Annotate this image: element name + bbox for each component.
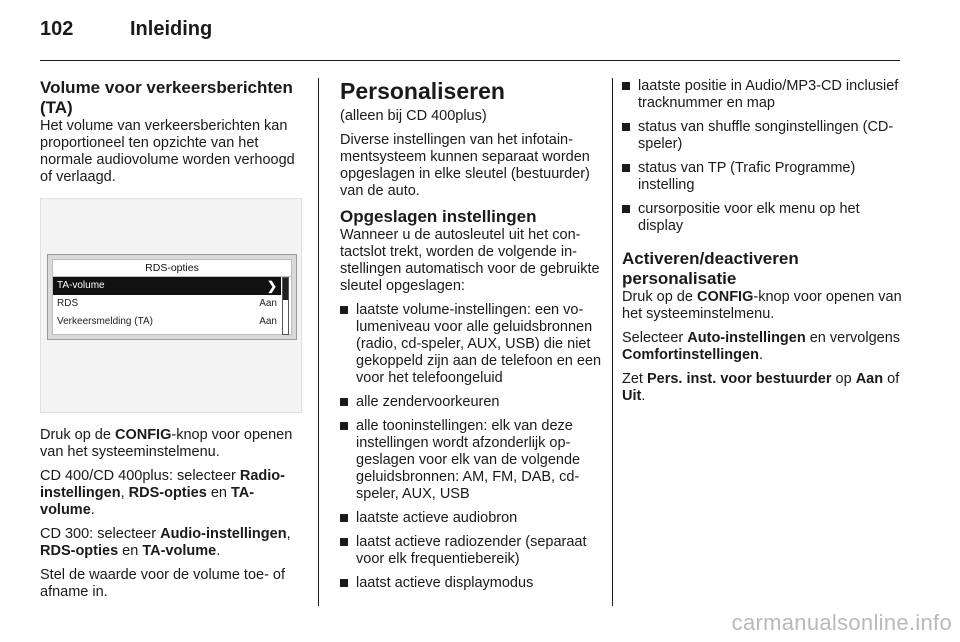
header-rule — [40, 60, 900, 61]
bullet-icon — [340, 514, 348, 522]
list-item: laatste positie in Audio/MP3-CD inclusief tracknummer en map — [622, 78, 902, 112]
bullet-icon — [622, 123, 630, 131]
bullet-icon — [340, 538, 348, 546]
display-menu-item-label: RDS — [57, 298, 79, 309]
bullet-icon — [340, 422, 348, 430]
list-item: laatste actieve audiobron — [340, 510, 604, 527]
list-item: laatst actieve displaymodus — [340, 575, 604, 592]
section-heading: Personaliseren — [340, 78, 505, 104]
list-item: laatste volume-instellingen: een volumeniveau voor alle geluidsbronnen (radio, cd-speler, AUX, USB) die niet gekoppeld zijn aan de telefoon en een voor het telefoongeluid — [340, 302, 604, 387]
bullet-icon — [340, 398, 348, 406]
column-left — [40, 78, 302, 608]
section-heading: Activeren/deactiveren personalisatie — [622, 249, 799, 288]
section-heading: Volume voor verkeersberichten (TA) — [40, 78, 293, 117]
display-menu-item-label: TA-volume — [57, 280, 105, 291]
column-divider — [612, 78, 613, 606]
paragraph: Zet Pers. inst. voor bestuurder op Aan of Uit. — [622, 371, 900, 404]
page-number: 102 — [40, 18, 74, 40]
bullet-icon — [622, 205, 630, 213]
page-header — [40, 18, 900, 60]
display-menu — [52, 259, 292, 335]
display-menu-item-rds — [53, 295, 291, 313]
paragraph: Druk op de CONFIG-knop voor openen van het systeeminstelmenu. — [40, 427, 293, 460]
subsection-heading: Opgeslagen instellingen — [340, 207, 537, 226]
paragraph: CD 400/CD 400plus: selecteer Radioinstellingen, RDS-opties en TAvolume. — [40, 468, 286, 518]
display-menu-title: RDS-opties — [53, 260, 291, 277]
column-right — [622, 78, 902, 412]
display-scrollbar — [282, 277, 289, 335]
paragraph: CD 300: selecteer Audio-instellingen, RDS-opties en TA-volume. — [40, 526, 291, 559]
chevron-right-icon: ❯ — [266, 279, 277, 293]
display-menu-item-ta-volume — [53, 277, 281, 295]
watermark: carmanualsonline.info — [731, 610, 952, 635]
column-middle — [340, 78, 604, 599]
column-divider — [318, 78, 319, 606]
paragraph: Selecteer Auto-instellingen en vervolgens Comfortinstellingen. — [622, 330, 901, 363]
page-section-title: Inleiding — [130, 18, 213, 40]
list-item: status van TP (Trafic Programme) instelling — [622, 160, 902, 194]
list-item: status van shuffle songinstellingen (CD-speler) — [622, 119, 902, 153]
bullet-list — [340, 302, 604, 592]
display-menu-item-label: Verkeersmelding (TA) — [57, 316, 153, 327]
display-screen — [47, 254, 297, 340]
list-item: laatst actieve radiozender (separaat voor elk frequentiebereik) — [340, 534, 604, 568]
paragraph: (alleen bij CD 400plus) — [340, 108, 487, 124]
list-item: alle zendervoorkeuren — [340, 394, 604, 411]
paragraph: Het volume van verkeersberichten kan proportioneel ten opzichte van het normale audiovolume worden verhoogd of verlaagd. — [40, 118, 295, 185]
display-menu-item-value: Aan — [259, 298, 277, 309]
bullet-icon — [622, 164, 630, 172]
display-menu-item-traffic — [53, 313, 291, 331]
paragraph: Stel de waarde voor de volume toe- of afname in. — [40, 567, 286, 600]
bullet-icon — [340, 579, 348, 587]
display-illustration — [40, 198, 302, 413]
paragraph: Diverse instellingen van het infotainmentsysteem kunnen separaat worden opgeslagen in elke sleutel (bestuurder) van de auto. — [340, 132, 590, 199]
bullet-icon — [340, 306, 348, 314]
paragraph: Wanneer u de autosleutel uit het contactslot trekt, worden de volgende instellingen automatisch voor de gebruikte sleutel opgeslagen: — [340, 227, 600, 294]
display-scroll-thumb — [283, 278, 288, 300]
display-menu-item-value: Aan — [259, 316, 277, 327]
list-item: alle tooninstellingen: elk van deze instellingen wordt afzonderlijk opgeslagen voor elk van de volgende geluidsbronnen: AM, FM, DAB, cd-speler, AUX, USB — [340, 418, 604, 503]
paragraph: Druk op de CONFIG-knop voor openen van het systeeminstelmenu. — [622, 289, 902, 322]
bullet-list — [622, 78, 902, 235]
bullet-icon — [622, 82, 630, 90]
list-item: cursorpositie voor elk menu op het display — [622, 201, 902, 235]
